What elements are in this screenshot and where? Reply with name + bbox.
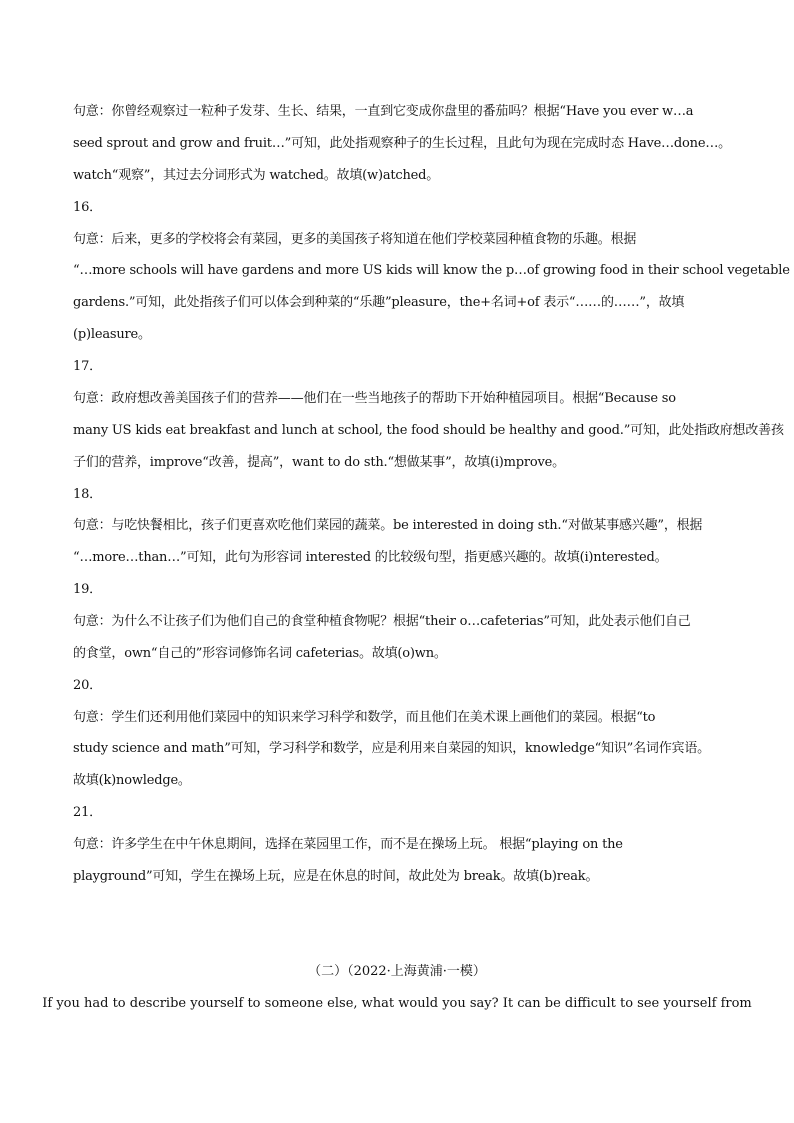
- answer-line: playground”可知，学生在操场上玩，应是在休息的时间，故此处为 break。故填(b)reak。: [73, 869, 599, 884]
- question-number: 17．: [73, 359, 102, 374]
- answer-line: 句意：与吃快餐相比，孩子们更喜欢吃他们菜园的蔬菜。be interested in doing sth.“对做某事感兴趣”，根据: [73, 518, 703, 533]
- passage-first-line: If you had to describe yourself to someone else, what would you say? It can be difficult to see yourself from: [42, 996, 752, 1011]
- answer-line: “…more schools will have gardens and more US kids will know the p…of growing food in their school vegetable: [73, 263, 790, 278]
- question-number: 20．: [73, 678, 102, 693]
- answer-line: gardens.”可知，此处指孩子们可以体会到种菜的“乐趣”pleasure，the+名词+of 表示“……的……”，故填: [73, 295, 685, 310]
- answer-line: 子们的营养，improve“改善，提高”，want to do sth.“想做某事”，故填(i)mprove。: [73, 455, 565, 470]
- answer-line: (p)leasure。: [73, 327, 151, 342]
- section-heading: （二）（2022·上海黄浦·一模）: [308, 964, 486, 979]
- answer-line: “…more…than…”可知，此句为形容词 interested 的比较级句型，指更感兴趣的。故填(i)nterested。: [73, 550, 668, 565]
- answer-line: watch“观察”，其过去分词形式为 watched。故填(w)atched。: [73, 168, 440, 183]
- question-number: 21．: [73, 805, 102, 820]
- question-number: 16．: [73, 200, 102, 215]
- answer-line: 句意：后来，更多的学校将会有菜园，更多的美国孩子将知道在他们学校菜园种植食物的乐趣。根据: [73, 232, 637, 247]
- answer-line: many US kids eat breakfast and lunch at school, the food should be healthy and good.”可知，此处指政府想改善孩: [73, 423, 784, 438]
- answer-line: 句意：为什么不让孩子们为他们自己的食堂种植食物呢？根据“their o…cafeterias”可知，此处表示他们自己: [73, 614, 691, 629]
- question-number: 19．: [73, 582, 102, 597]
- answer-line: 故填(k)nowledge。: [73, 773, 191, 788]
- question-number: 18．: [73, 487, 102, 502]
- answer-line: seed sprout and grow and fruit…”可知，此处指观察种子的生长过程，且此句为现在完成时态 Have…done…。: [73, 136, 731, 151]
- answer-line: 句意：许多学生在中午休息期间，选择在菜园里工作，而不是在操场上玩。 根据“playing on the: [73, 837, 623, 852]
- answer-line: study science and math”可知，学习科学和数学，应是利用来自菜园的知识，knowledge“知识”名词作宾语。: [73, 741, 710, 756]
- answer-line: 的食堂，own“自己的”形容词修饰名词 cafeterias。故填(o)wn。: [73, 646, 447, 661]
- answer-line: 句意：你曾经观察过一粒种子发芽、生长、结果，一直到它变成你盘里的番茄吗？根据“Have you ever w…a: [73, 104, 694, 119]
- answer-line: 句意：政府想改善美国孩子们的营养——他们在一些当地孩子的帮助下开始种植园项目。根据“Because so: [73, 391, 676, 406]
- answer-line: 句意：学生们还利用他们菜园中的知识来学习科学和数学，而且他们在美术课上画他们的菜园。根据“to: [73, 710, 656, 725]
